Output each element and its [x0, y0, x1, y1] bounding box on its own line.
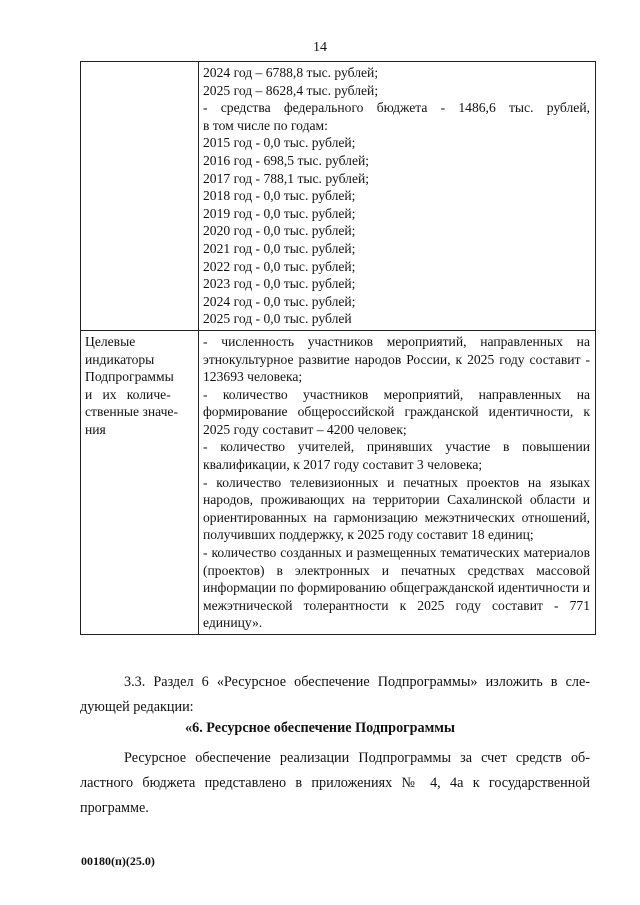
paragraph-line: 3.3. Раздел 6 «Ресурсное обеспечение Подпрограммы» изложить в сле- — [124, 674, 590, 690]
table-cell-indicators-label — [81, 330, 199, 634]
funding-line: - средства федерального бюджета - 1486,6 тыс. рублей, — [203, 100, 590, 116]
paragraph-line: ластного бюджета представлено в приложениях № 4, 4а к государственной — [80, 775, 590, 791]
resource-paragraph — [80, 746, 590, 821]
funding-line: 2022 год - 0,0 тыс. рублей; — [203, 258, 356, 274]
section-heading: «6. Ресурсное обеспечение Подпрограммы — [185, 720, 455, 736]
funding-line: 2017 год - 788,1 тыс. рублей; — [203, 170, 370, 186]
funding-line: 2020 год - 0,0 тыс. рублей; — [203, 223, 356, 239]
table-cell-indicators-values — [199, 330, 596, 634]
page-number: 14 — [313, 40, 327, 55]
funding-line: 2019 год - 0,0 тыс. рублей; — [203, 205, 356, 221]
table-cell-funding-years — [199, 62, 596, 331]
label-line: Целевые — [85, 333, 136, 349]
indicator-item: - количество участников мероприятий, направленных на формирование общероссийской гражданской идентичности, к 2025 году составит – 4200 человек; — [203, 386, 590, 437]
funding-line: 2016 год - 698,5 тыс. рублей; — [203, 152, 370, 168]
funding-line: 2023 год - 0,0 тыс. рублей; — [203, 276, 356, 292]
indicator-item: - количество учителей, принявших участие в повышении квалификации, к 2017 году составит 3 человека; — [203, 439, 590, 473]
funding-line: 2015 год - 0,0 тыс. рублей; — [203, 135, 356, 151]
table-row-funding — [81, 62, 596, 331]
funding-line: 2025 год - 0,0 тыс. рублей — [203, 311, 352, 327]
footer-document-code: 00180(п)(25.0) — [81, 854, 155, 868]
funding-line: 2021 год - 0,0 тыс. рублей; — [203, 240, 356, 256]
label-line: индикаторы — [85, 351, 155, 367]
indicator-item: - численность участников мероприятий, направленных на этнокультурное развитие народов России, к 2025 году составит - 123693 человека; — [203, 333, 590, 385]
paragraph-line: программе. — [80, 800, 149, 816]
indicator-item: - количество телевизионных и печатных проектов на языках народов, проживающих на территории Сахалинской области и ориентированных на гармонизацию межэтнических отношений, получивших поддержку, к 2025 году составит 18 единиц; — [203, 474, 590, 543]
funding-line: 2025 год – 8628,4 тыс. рублей; — [203, 82, 379, 98]
label-line: ственные значе- — [85, 404, 178, 420]
label-line: ния — [85, 421, 106, 437]
table-cell-empty-label — [81, 62, 199, 331]
paragraph-line: Ресурсное обеспечение реализации Подпрограммы за счет средств об- — [124, 750, 590, 766]
label-line: и их количе- — [85, 386, 171, 402]
subprogram-passport-table — [80, 61, 596, 635]
label-line: Подпрограммы — [85, 369, 174, 385]
paragraph-3-3 — [80, 670, 590, 720]
funding-line: 2018 год - 0,0 тыс. рублей; — [203, 188, 356, 204]
table-row-indicators — [81, 330, 596, 634]
indicator-item: - количество созданных и размещенных тематических материалов (проектов) в электронных и печатных средствах массовой информации по формированию общегражданской идентичности и межэтнической толерантности к 2025 году составит - 771 единицу». — [203, 545, 590, 631]
funding-line: в том числе по годам: — [203, 117, 328, 133]
paragraph-line: дующей редакции: — [80, 699, 194, 715]
funding-line: 2024 год - 0,0 тыс. рублей; — [203, 293, 356, 309]
funding-line: 2024 год – 6788,8 тыс. рублей; — [203, 65, 379, 80]
